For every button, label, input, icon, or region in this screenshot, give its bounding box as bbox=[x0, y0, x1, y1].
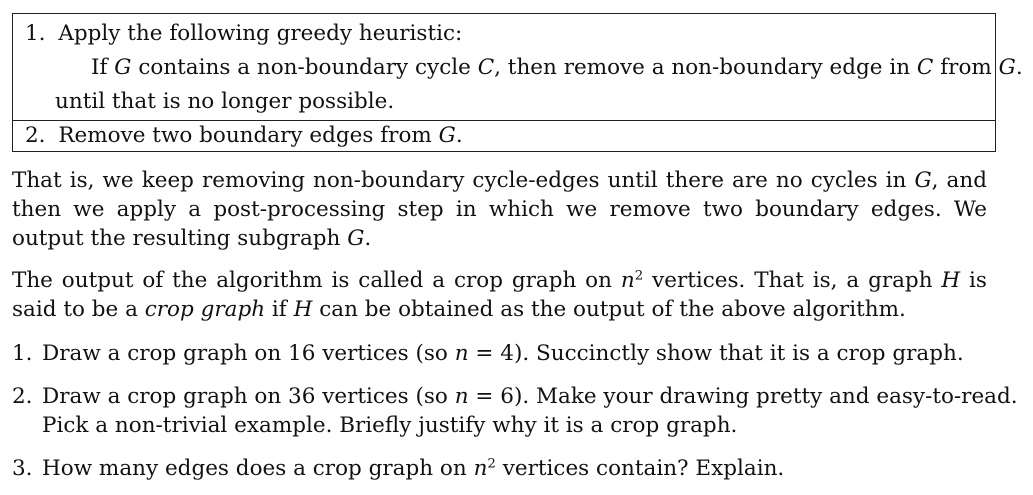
step-2-end: . bbox=[455, 123, 463, 148]
question-3-text bbox=[42, 454, 784, 483]
para1-var-g: G bbox=[914, 168, 932, 193]
para1-text-a: That is, we keep removing non-boundary cycle-edges until there are no cycles in bbox=[12, 168, 907, 193]
step-2-text: Remove two boundary edges from bbox=[58, 123, 432, 148]
question-3-number: 3. bbox=[12, 456, 33, 481]
algorithm-step-2 bbox=[25, 125, 463, 147]
para2-text-b: vertices. That is, a graph bbox=[652, 268, 933, 293]
crop-graph-term: crop graph bbox=[144, 297, 266, 322]
rule-var-g2: G bbox=[998, 55, 1016, 80]
question-2-number: 2. bbox=[12, 384, 33, 409]
algorithm-step-1 bbox=[25, 23, 462, 45]
para2-text-d: if bbox=[271, 297, 287, 322]
q2-var-n: n bbox=[454, 384, 469, 409]
para2-text-a: The output of the algorithm is called a crop graph on bbox=[12, 268, 612, 293]
rule-then: , then remove a non-boundary edge in bbox=[494, 55, 911, 80]
para2-exponent: 2 bbox=[634, 268, 644, 284]
greedy-rule bbox=[91, 57, 1023, 79]
rule-from: from bbox=[940, 55, 992, 80]
question-2-line-1 bbox=[42, 382, 1018, 411]
para2-var-h: H bbox=[941, 268, 961, 293]
para2-text-e: can be obtained as the output of the above algorithm. bbox=[319, 297, 906, 322]
q2-text-b: = 6). Make your drawing pretty and easy-to-read. bbox=[475, 384, 1018, 409]
q3-text-a: How many edges does a crop graph on bbox=[42, 456, 467, 481]
step-2-number: 2. bbox=[25, 123, 46, 148]
step-1-until: until that is no longer possible. bbox=[55, 89, 395, 114]
q1-text-b: = 4). Succinctly show that it is a crop graph. bbox=[475, 341, 964, 366]
para2-text-c: is said to be a bbox=[12, 268, 987, 322]
step-2-var-g: G bbox=[438, 123, 456, 148]
para1-text-b: , and then we apply a post-processing step in which we remove two boundary edges. We output the resulting subgraph bbox=[12, 168, 987, 251]
q3-text-b: vertices contain? Explain. bbox=[502, 456, 785, 481]
para1-text-c: . bbox=[364, 226, 372, 251]
para2-var-h2: H bbox=[293, 297, 313, 322]
rule-var-c2: C bbox=[916, 55, 934, 80]
para1-var-g2: G bbox=[347, 226, 365, 251]
rule-end: . bbox=[1015, 55, 1023, 80]
step-1-number: 1. bbox=[25, 21, 46, 46]
q2-text-a: Draw a crop graph on 36 vertices (so bbox=[42, 384, 448, 409]
rule-var-g: G bbox=[114, 55, 132, 80]
q3-var-n: n bbox=[473, 456, 488, 481]
rule-contains: contains a non-boundary cycle bbox=[138, 55, 471, 80]
question-1-text bbox=[42, 339, 964, 368]
para2-var-n: n bbox=[620, 268, 635, 293]
box-divider bbox=[13, 120, 995, 121]
question-2-line-2: Pick a non-trivial example. Briefly justify why it is a crop graph. bbox=[42, 413, 738, 438]
step-1-intro: Apply the following greedy heuristic: bbox=[58, 21, 463, 46]
paragraph-explanation bbox=[12, 166, 987, 253]
rule-var-c: C bbox=[477, 55, 495, 80]
algorithm-box bbox=[12, 13, 1023, 152]
q3-exponent: 2 bbox=[487, 456, 496, 472]
question-1-number: 1. bbox=[12, 341, 33, 366]
paragraph-definition bbox=[12, 266, 987, 324]
q1-text-a: Draw a crop graph on 16 vertices (so bbox=[42, 341, 448, 366]
q1-var-n: n bbox=[454, 341, 469, 366]
rule-if: If bbox=[91, 55, 108, 80]
